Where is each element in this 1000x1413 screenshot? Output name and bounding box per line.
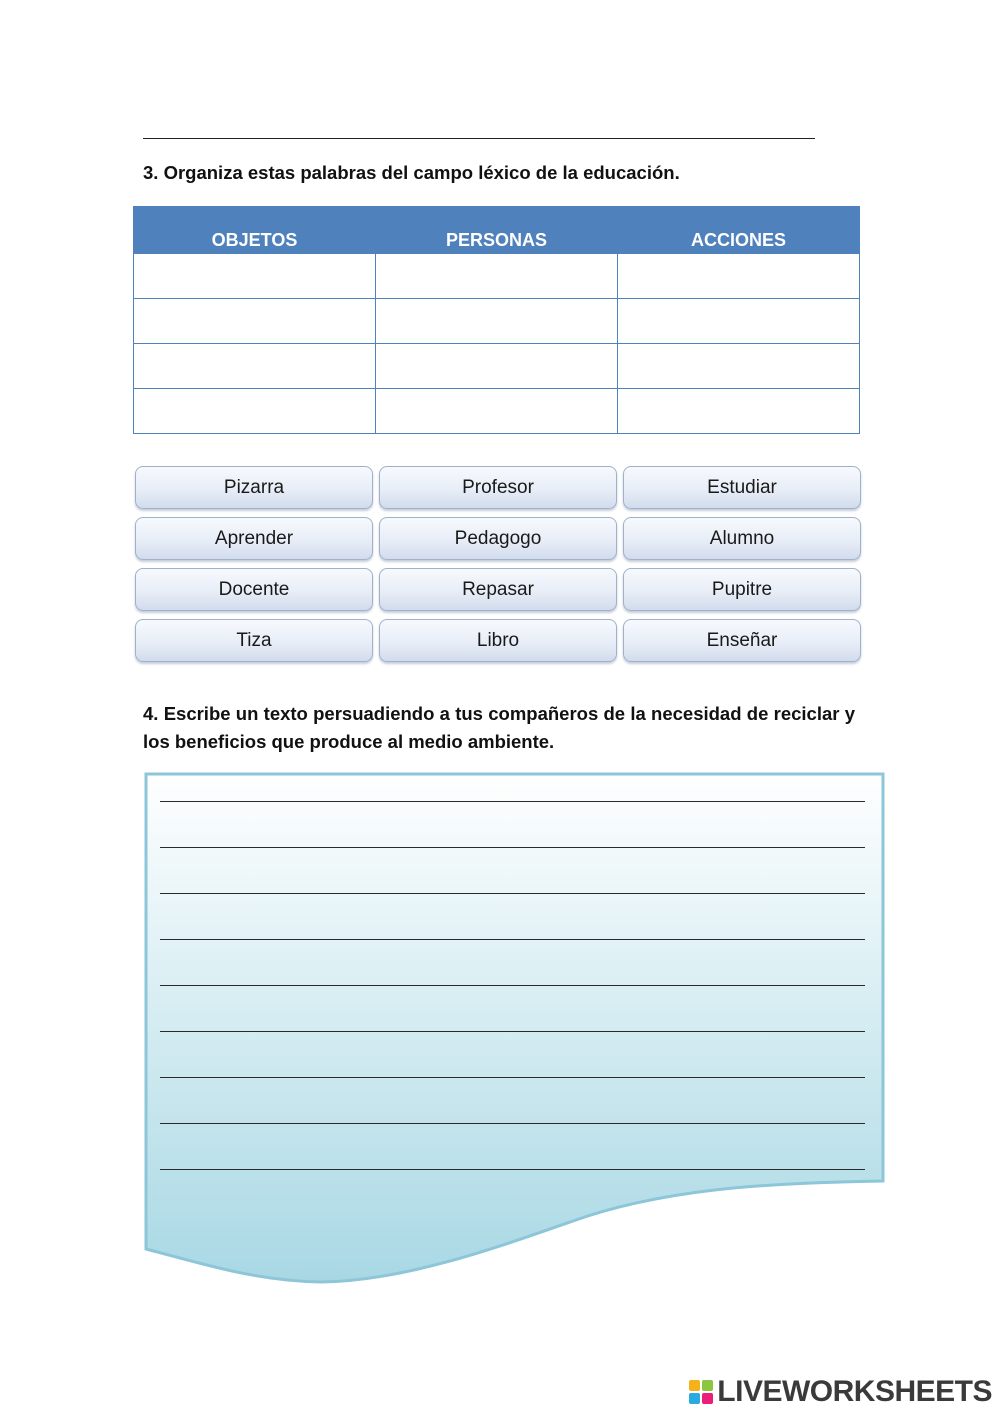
writing-area[interactable] xyxy=(143,771,888,1286)
answer-line xyxy=(160,1169,865,1170)
word-chip-pizarra[interactable]: Pizarra xyxy=(135,466,373,509)
answer-line xyxy=(160,985,865,986)
exercise-3-title: 3. Organiza estas palabras del campo léxico de la educación. xyxy=(143,162,680,183)
answer-line xyxy=(160,1077,865,1078)
drop-cell-acciones[interactable] xyxy=(618,299,860,344)
drop-cell-acciones[interactable] xyxy=(618,389,860,434)
drop-cell-personas[interactable] xyxy=(376,299,618,344)
answer-line xyxy=(160,847,865,848)
column-header-acciones: ACCIONES xyxy=(618,206,860,254)
answer-line xyxy=(160,801,865,802)
word-chip-pupitre[interactable]: Pupitre xyxy=(623,568,861,611)
exercise-4-title: 4. Escribe un texto persuadiendo a tus compañeros de la necesidad de reciclar y los beneficios que produce al medio ambiente. xyxy=(143,703,855,752)
drop-cell-personas[interactable] xyxy=(376,389,618,434)
table-row xyxy=(134,299,860,344)
table-row xyxy=(134,344,860,389)
answer-line xyxy=(160,1031,865,1032)
answer-line xyxy=(160,893,865,894)
word-chip-alumno[interactable]: Alumno xyxy=(623,517,861,560)
table-row xyxy=(134,254,860,299)
drop-cell-objetos[interactable] xyxy=(134,254,376,299)
drop-cell-acciones[interactable] xyxy=(618,254,860,299)
drop-cell-objetos[interactable] xyxy=(134,299,376,344)
drop-cell-objetos[interactable] xyxy=(134,389,376,434)
liveworksheets-logo xyxy=(689,1374,992,1410)
answer-line xyxy=(160,939,865,940)
answer-line xyxy=(160,1123,865,1124)
column-header-personas: PERSONAS xyxy=(376,206,618,254)
word-chip-docente[interactable]: Docente xyxy=(135,568,373,611)
classification-table xyxy=(133,206,860,434)
word-chip-profesor[interactable]: Profesor xyxy=(379,466,617,509)
drop-cell-objetos[interactable] xyxy=(134,344,376,389)
word-chip-estudiar[interactable]: Estudiar xyxy=(623,466,861,509)
word-chip-ensenar[interactable]: Enseñar xyxy=(623,619,861,662)
top-answer-line xyxy=(143,138,815,139)
word-chip-tiza[interactable]: Tiza xyxy=(135,619,373,662)
writing-area-background xyxy=(143,771,888,1286)
word-chip-repasar[interactable]: Repasar xyxy=(379,568,617,611)
table-row xyxy=(134,389,860,434)
logo-wordmark: LIVEWORKSHEETS xyxy=(717,1375,992,1408)
column-header-objetos: OBJETOS xyxy=(134,206,376,254)
drop-cell-personas[interactable] xyxy=(376,344,618,389)
word-chip-libro[interactable]: Libro xyxy=(379,619,617,662)
word-chip-pedagogo[interactable]: Pedagogo xyxy=(379,517,617,560)
drop-cell-acciones[interactable] xyxy=(618,344,860,389)
liveworksheets-logo-icon xyxy=(689,1380,713,1404)
drop-cell-personas[interactable] xyxy=(376,254,618,299)
word-bank xyxy=(135,466,862,662)
word-chip-aprender[interactable]: Aprender xyxy=(135,517,373,560)
